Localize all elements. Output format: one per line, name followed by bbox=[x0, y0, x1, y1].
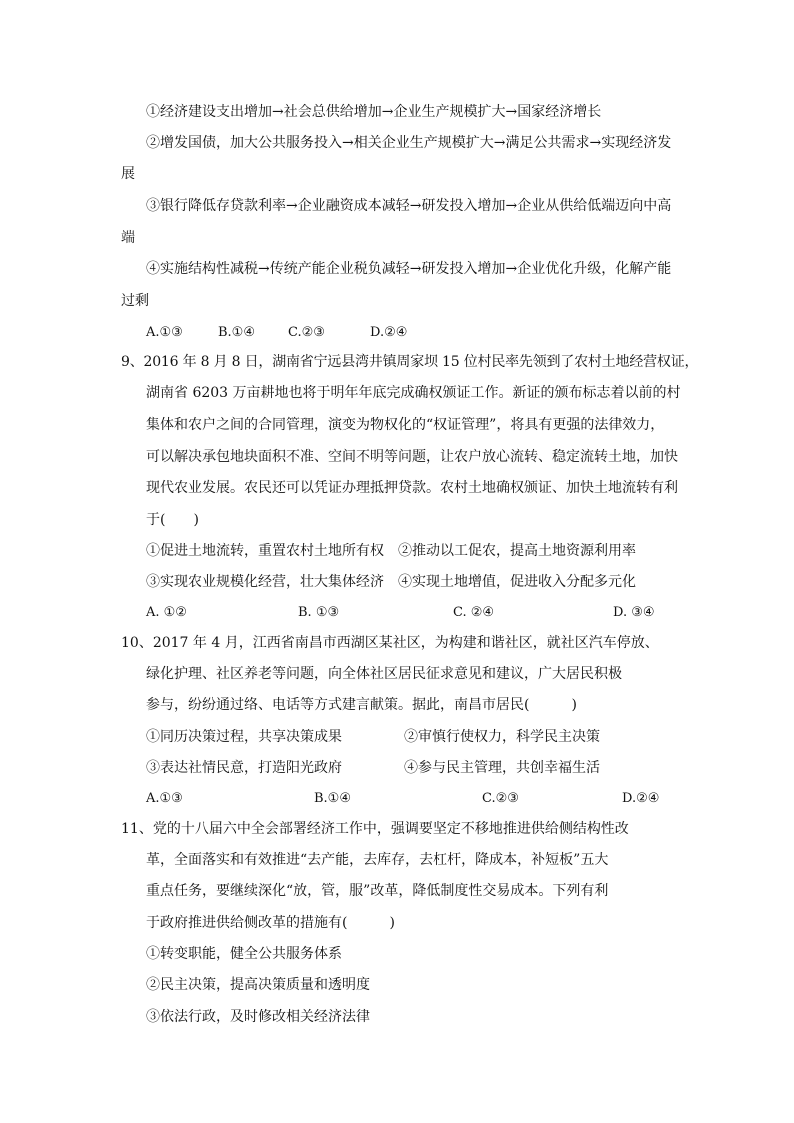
q8-item-3-cont: 端 bbox=[121, 230, 135, 246]
q9-stem-5: 现代农业发展。农民还可以凭证办理抵押贷款。农村土地确权颁证、加快土地流转有利 bbox=[146, 480, 678, 496]
q8-item-3: ③银行降低存贷款利率→企业融资成本减轻→研发投入增加→企业从供给低端迈向中高 bbox=[146, 198, 672, 214]
q9-option-c: C. ②④ bbox=[453, 605, 495, 620]
q9-stem-1: 9、2016 年 8 月 8 日，湖南省宁远县湾井镇周家坝 15 位村民率先领到了农村土地经营权证， bbox=[121, 354, 699, 370]
q10-option-c: C.②③ bbox=[482, 791, 519, 806]
q11-item-3: ③依法行政，及时修改相关经济法律 bbox=[146, 1009, 370, 1025]
q8-item-2-cont: 展 bbox=[121, 166, 135, 182]
q9-stem-3: 集体和农户之间的合同管理，演变为物权化的“权证管理”，将具有更强的法律效力， bbox=[146, 417, 665, 433]
q9-item-row-1: ①促进土地流转，重置农村土地所有权 ②推动以工促农，提高土地资源利用率 bbox=[146, 543, 636, 559]
q11-item-1: ①转变职能，健全公共服务体系 bbox=[146, 946, 342, 962]
q9-option-a: A. ①② bbox=[146, 605, 187, 620]
q11-stem-2: 革，全面落实和有效推进“去产能，去库存，去杠杆，降成本，补短板”五大 bbox=[146, 852, 609, 868]
q9-stem-6: 于( ) bbox=[146, 512, 199, 528]
q11-stem-1: 11、党的十八届六中全会部署经济工作中，强调要坚定不移地推进供给侧结构性改 bbox=[121, 821, 629, 837]
q8-option-a: A.①③ bbox=[146, 325, 183, 340]
q8-item-2: ②增发国债，加大公共服务投入→相关企业生产规模扩大→满足公共需求→实现经济发 bbox=[146, 135, 672, 151]
q8-option-c: C.②③ bbox=[288, 325, 325, 340]
q10-item-3: ③表达社情民意，打造阳光政府 bbox=[146, 760, 342, 776]
q10-stem-2: 绿化护理、社区养老等问题，向全体社区居民征求意见和建议，广大居民积极 bbox=[146, 666, 622, 682]
q11-stem-3: 重点任务，要继续深化“放，管，服”改革，降低制度性交易成本。下列有利 bbox=[146, 883, 609, 899]
q9-item-row-2: ③实现农业规模化经营，壮大集体经济 ④实现土地增值，促进收入分配多元化 bbox=[146, 574, 636, 590]
q8-item-1: ①经济建设支出增加→社会总供给增加→企业生产规模扩大→国家经济增长 bbox=[146, 104, 602, 120]
q10-item-4: ④参与民主管理，共创幸福生活 bbox=[404, 760, 600, 776]
q10-item-1: ①同历决策过程，共享决策成果 bbox=[146, 729, 342, 745]
q8-item-4-cont: 过剩 bbox=[121, 293, 149, 309]
q10-option-a: A.①③ bbox=[146, 791, 183, 806]
q8-option-d: D.②④ bbox=[370, 325, 408, 340]
q10-option-d: D.②④ bbox=[622, 791, 660, 806]
q10-option-b: B.①④ bbox=[314, 791, 351, 806]
q8-item-4: ④实施结构性减税→传统产能企业税负减轻→研发投入增加→企业优化升级，化解产能 bbox=[146, 261, 672, 277]
q11-stem-4: 于政府推进供给侧改革的措施有( ) bbox=[146, 915, 395, 931]
q11-item-2: ②民主决策，提高决策质量和透明度 bbox=[146, 977, 370, 993]
q9-stem-4: 可以解决承包地块面积不准、空间不明等问题，让农户放心流转、稳定流转土地，加快 bbox=[146, 449, 678, 465]
q9-stem-2: 湖南省 6203 万亩耕地也将于明年年底完成确权颁证工作。新证的颁布标志着以前的村 bbox=[146, 385, 681, 401]
q8-option-b: B.①④ bbox=[218, 325, 255, 340]
q10-item-2: ②审慎行使权力，科学民主决策 bbox=[404, 729, 600, 745]
q10-stem-3: 参与，纷纷通过络、电话等方式建言献策。据此，南昌市居民( ) bbox=[146, 697, 577, 713]
q9-option-d: D. ③④ bbox=[613, 605, 655, 620]
q10-stem-1: 10、2017 年 4 月，江西省南昌市西湖区某社区，为构建和谐社区，就社区汽车停放、 bbox=[121, 635, 659, 651]
q9-option-b: B. ①③ bbox=[298, 605, 340, 620]
